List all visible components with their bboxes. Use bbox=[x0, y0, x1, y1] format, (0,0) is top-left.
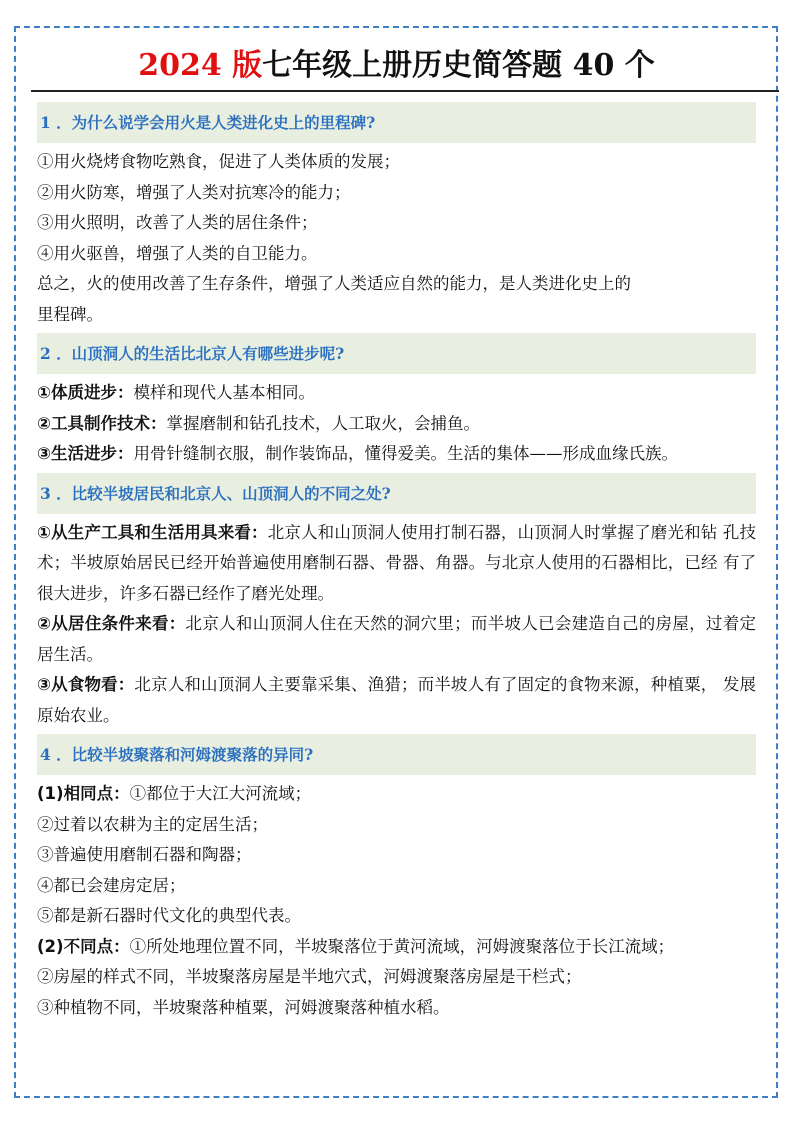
answer-line: 里程碑。 bbox=[37, 304, 103, 324]
item-text: 用骨针缝制衣服，制作装饰品，懂得爱美。生活的集体——形成血缘氏族。 bbox=[133, 444, 678, 463]
answer-item bbox=[37, 409, 756, 440]
item-lead: ②从居住条件来看： bbox=[37, 614, 186, 633]
answer-line: 总之，火的使用改善了生存条件，增强了人类适应自然的能力，是人类进化史上的 bbox=[37, 274, 631, 293]
answer-3 bbox=[37, 518, 756, 732]
answer-line: ③普遍使用磨制石器和陶器； bbox=[37, 845, 252, 864]
answer-line: ④用火驱兽，增强了人类的自卫能力。 bbox=[37, 243, 318, 263]
item-lead: ③生活进步： bbox=[37, 444, 134, 463]
question-1-heading: 1 ．为什么说学会用火是人类进化史上的里程碑? bbox=[37, 102, 756, 143]
answer-4 bbox=[37, 779, 756, 1023]
answer-line: ⑤都是新石器时代文化的典型代表。 bbox=[37, 906, 301, 925]
answer-item bbox=[37, 609, 756, 670]
answer-line: ③用火照明，改善了人类的居住条件； bbox=[37, 213, 318, 232]
item-lead: ①从生产工具和生活用具来看： bbox=[37, 522, 268, 542]
item-lead: (2)不同点： bbox=[37, 936, 130, 956]
answer-item bbox=[37, 518, 756, 610]
answer-line: ②过着以农耕为主的定居生活； bbox=[37, 814, 268, 834]
item-text: 模样和现代人基本相同。 bbox=[133, 383, 315, 402]
answer-2 bbox=[37, 378, 756, 470]
answer-item bbox=[37, 670, 756, 731]
item-text: ①都位于大江大河流域； bbox=[129, 784, 312, 803]
answer-line: ①用火烧烤食物吃熟食，促进了人类体质的发展； bbox=[37, 152, 400, 171]
item-lead: ③从食物看： bbox=[37, 675, 135, 694]
item-text: 北京人和山顶洞人主要靠采集、渔猎；而半坡人有了固定的食物来源，种植粟， 发展原始农业。 bbox=[37, 675, 756, 725]
question-3-heading: 3 ．比较半坡居民和北京人、山顶洞人的不同之处? bbox=[37, 473, 756, 514]
answer-item bbox=[37, 932, 756, 963]
item-text: 北京人和山顶洞人使用打制石器，山顶洞人时掌握了磨光和钻 孔技术；半坡原始居民已经开始普遍使用磨制石器、骨器、角器。与北京人使用的石器相比，已经 有了很大进步，许多石器已经作了磨光处理。 bbox=[37, 522, 756, 603]
question-2-heading: 2 ．山顶洞人的生活比北京人有哪些进步呢? bbox=[37, 333, 756, 374]
item-lead: ①体质进步： bbox=[37, 383, 134, 402]
item-text: ①所处地理位置不同，半坡聚落位于黄河流域，河姆渡聚落位于长江流域； bbox=[129, 936, 675, 956]
title-main: 七年级上册历史简答题 40 个 bbox=[262, 48, 655, 83]
item-lead: (1)相同点： bbox=[37, 784, 130, 803]
answer-item bbox=[37, 779, 756, 810]
page-title bbox=[0, 46, 793, 86]
content bbox=[37, 102, 756, 1026]
answer-item bbox=[37, 439, 756, 470]
item-text: 掌握磨制和钻孔技术，人工取火，会捕鱼。 bbox=[166, 413, 480, 433]
question-4-heading: 4 ．比较半坡聚落和河姆渡聚落的异同? bbox=[37, 734, 756, 775]
answer-item bbox=[37, 378, 756, 409]
answer-line: ②房屋的样式不同，半坡聚落房屋是半地穴式，河姆渡聚落房屋是干栏式； bbox=[37, 967, 582, 986]
answer-line: ④都已会建房定居； bbox=[37, 875, 186, 895]
answer-line: ③种植物不同，半坡聚落种植粟，河姆渡聚落种植水稻。 bbox=[37, 997, 450, 1017]
title-divider bbox=[31, 90, 779, 92]
item-lead: ②工具制作技术： bbox=[37, 413, 167, 433]
title-year: 2024 版 bbox=[138, 48, 263, 83]
answer-line: ②用火防寒，增强了人类对抗寒冷的能力； bbox=[37, 182, 351, 202]
answer-1 bbox=[37, 147, 756, 330]
item-text: 北京人和山顶洞人住在天然的洞穴里；而半坡人已会建造自己的房屋，过着定居生活。 bbox=[37, 614, 756, 664]
